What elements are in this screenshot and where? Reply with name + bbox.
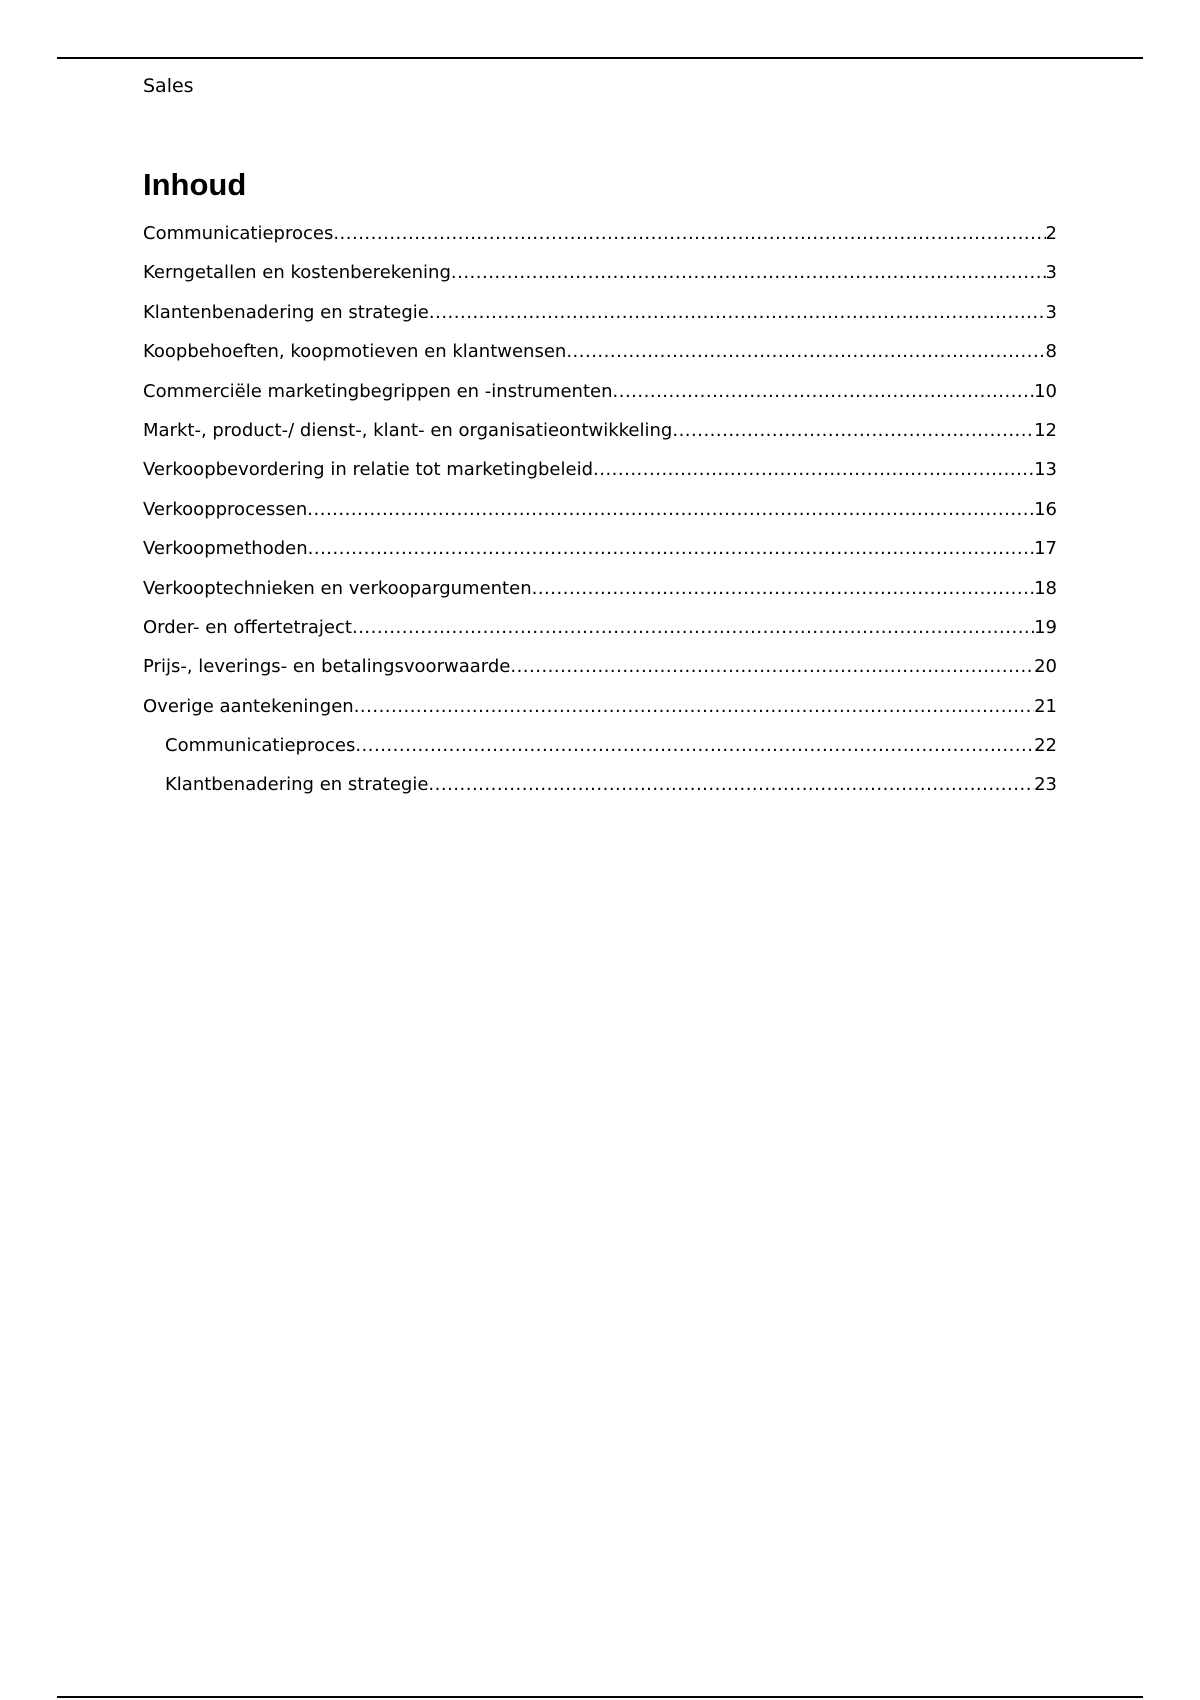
toc-entry[interactable] bbox=[143, 534, 1057, 573]
toc-dot-leader bbox=[510, 652, 1034, 682]
toc-entry-label[interactable]: Kerngetallen en kostenberekening bbox=[143, 262, 451, 284]
toc-dot-leader bbox=[352, 613, 1034, 643]
toc-dot-leader bbox=[308, 534, 1034, 564]
toc-dot-leader bbox=[333, 219, 1045, 249]
toc-entry-page-number[interactable]: 21 bbox=[1034, 695, 1057, 717]
toc-entry-page-number[interactable]: 8 bbox=[1045, 341, 1057, 363]
toc-entry-label[interactable]: Klantenbenadering en strategie bbox=[143, 301, 429, 323]
running-header: Sales bbox=[143, 75, 194, 97]
toc-entry-label[interactable]: Overige aantekeningen bbox=[143, 695, 354, 717]
toc-dot-leader bbox=[613, 377, 1035, 407]
toc-entry[interactable] bbox=[143, 495, 1057, 534]
toc-entry-page-number[interactable]: 3 bbox=[1045, 262, 1057, 284]
toc-entry-page-number[interactable]: 16 bbox=[1034, 498, 1057, 520]
toc-entry-label[interactable]: Koopbehoeften, koopmotieven en klantwensen bbox=[143, 341, 567, 363]
toc-entry[interactable] bbox=[143, 455, 1057, 494]
toc-entry-label[interactable]: Klantbenadering en strategie bbox=[165, 774, 429, 796]
toc-entry[interactable] bbox=[143, 337, 1057, 376]
toc-dot-leader bbox=[451, 258, 1046, 288]
toc-entry-page-number[interactable]: 10 bbox=[1034, 380, 1057, 402]
toc-entry[interactable] bbox=[143, 416, 1057, 455]
toc-entry-page-number[interactable]: 18 bbox=[1034, 577, 1057, 599]
toc-dot-leader bbox=[354, 692, 1034, 722]
toc-entry-page-number[interactable]: 3 bbox=[1045, 301, 1057, 323]
toc-entry-label[interactable]: Communicatieproces bbox=[143, 223, 334, 244]
toc-entry-page-number[interactable]: 19 bbox=[1034, 616, 1057, 638]
toc-entry-page-number[interactable]: 17 bbox=[1034, 538, 1057, 560]
toc-dot-leader bbox=[307, 495, 1034, 525]
toc-dot-leader bbox=[428, 770, 1034, 800]
toc-entry-label[interactable]: Commerciële marketingbegrippen en -instrumenten bbox=[143, 380, 613, 402]
toc-entry-label[interactable]: Communicatieproces bbox=[165, 735, 356, 757]
toc-dot-leader bbox=[672, 416, 1034, 446]
toc-entry[interactable] bbox=[143, 652, 1057, 691]
table-of-contents bbox=[143, 219, 1057, 810]
toc-dot-leader bbox=[532, 574, 1034, 604]
header-rule bbox=[57, 57, 1143, 59]
toc-entry-label[interactable]: Order- en offertetraject bbox=[143, 616, 352, 638]
toc-entry[interactable] bbox=[143, 377, 1057, 416]
toc-entry-page-number[interactable]: 20 bbox=[1034, 656, 1057, 678]
toc-entry[interactable] bbox=[143, 574, 1057, 613]
toc-dot-leader bbox=[593, 455, 1034, 485]
toc-dot-leader bbox=[429, 298, 1046, 328]
toc-entry[interactable] bbox=[143, 219, 1057, 258]
footer-rule bbox=[57, 1696, 1143, 1698]
toc-entry-label[interactable]: Verkoopmethoden bbox=[143, 538, 308, 560]
toc-entry-label[interactable]: Prijs-, leverings- en betalingsvoorwaarde bbox=[143, 656, 511, 678]
toc-dot-leader bbox=[566, 337, 1045, 367]
toc-entry-page-number[interactable]: 12 bbox=[1034, 419, 1057, 441]
toc-entry-page-number[interactable]: 13 bbox=[1034, 459, 1057, 481]
toc-subentry[interactable] bbox=[143, 770, 1057, 809]
toc-entry-label[interactable]: Verkoopbevordering in relatie tot marketingbeleid bbox=[143, 459, 593, 481]
toc-entry[interactable] bbox=[143, 692, 1057, 731]
toc-dot-leader bbox=[355, 731, 1034, 761]
toc-entry[interactable] bbox=[143, 298, 1057, 337]
toc-entry-label[interactable]: Verkoopprocessen bbox=[143, 498, 308, 520]
toc-entry-page-number[interactable]: 23 bbox=[1034, 774, 1057, 796]
toc-title: Inhoud bbox=[143, 167, 247, 202]
toc-entry-page-number[interactable]: 2 bbox=[1045, 223, 1057, 244]
toc-entry[interactable] bbox=[143, 258, 1057, 297]
toc-entry-page-number[interactable]: 22 bbox=[1034, 735, 1057, 757]
toc-entry-label[interactable]: Markt-, product-/ dienst-, klant- en organisatieontwikkeling bbox=[143, 419, 673, 441]
toc-subentry[interactable] bbox=[143, 731, 1057, 770]
toc-entry[interactable] bbox=[143, 613, 1057, 652]
toc-entry-label[interactable]: Verkooptechnieken en verkoopargumenten bbox=[143, 577, 532, 599]
